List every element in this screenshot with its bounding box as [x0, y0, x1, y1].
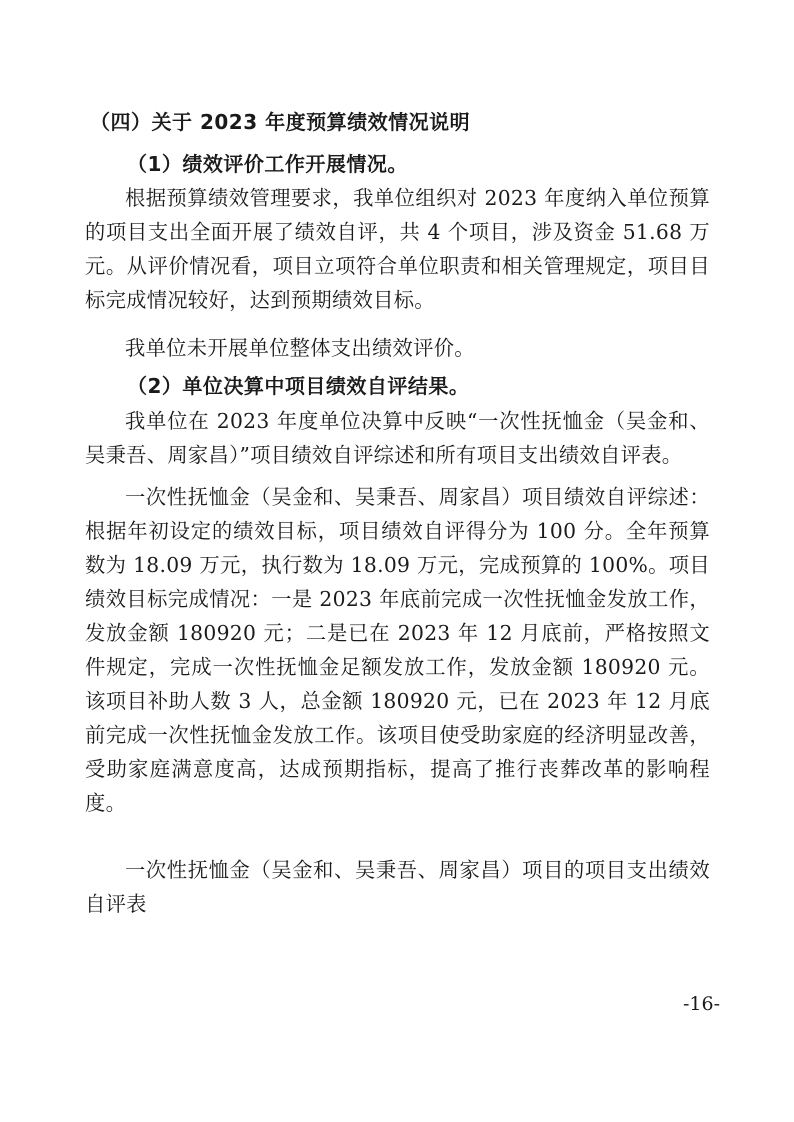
section-title: （四）关于 2023 年度预算绩效情况说明 [90, 110, 471, 134]
subsection-title-self-evaluation-result: （2）单位决算中项目绩效自评结果。 [127, 374, 470, 398]
paragraph-final-accounts-report: 我单位在 2023 年度单位决算中反映“一次性抚恤金（吴金和、吴秉吾、周家昌）”项目绩效自评综述和所有项目支出绩效自评表。 [85, 409, 710, 467]
table-caption: 一次性抚恤金（吴金和、吴秉吾、周家昌）项目的项目支出绩效自评表 [85, 858, 710, 916]
paragraph-evaluation-summary: 根据预算绩效管理要求，我单位组织对 2023 年度纳入单位预算的项目支出全面开展了绩效自评，共 4 个项目，涉及资金 51.68 万元。从评价情况看，项目立项符合单位职责和相关管理规定，项目目标完成情况较好，达到预期绩效目标。 [85, 186, 710, 312]
subsection-title-performance-evaluation: （1）绩效评价工作开展情况。 [127, 152, 408, 176]
paragraph-no-overall-evaluation: 我单位未开展单位整体支出绩效评价。 [125, 336, 475, 360]
paragraph-project-self-evaluation: 一次性抚恤金（吴金和、吴秉吾、周家昌）项目绩效自评综述：根据年初设定的绩效目标，项目绩效自评得分为 100 分。全年预算数为 18.09 万元，执行数为 18.09 万元，完成预算的 100%。项目绩效目标完成情况：一是 2023 年底前完成一次性抚恤金发放工作，发放金额 180920 元；二是已在 2023 年 12 月底前，严格按照文件规定，完成一次性抚恤金足额发放工作，发放金额 180920 元。该项目补助人数 3 人，总金额 180920 元，已在 2023 年 12 月底前完成一次性抚恤金发放工作。该项目使受助家庭的经济明显改善，受助家庭满意度高，达成预期指标，提高了推行丧葬改革的影响程度。 [85, 485, 710, 815]
page-number: -16- [682, 993, 720, 1015]
